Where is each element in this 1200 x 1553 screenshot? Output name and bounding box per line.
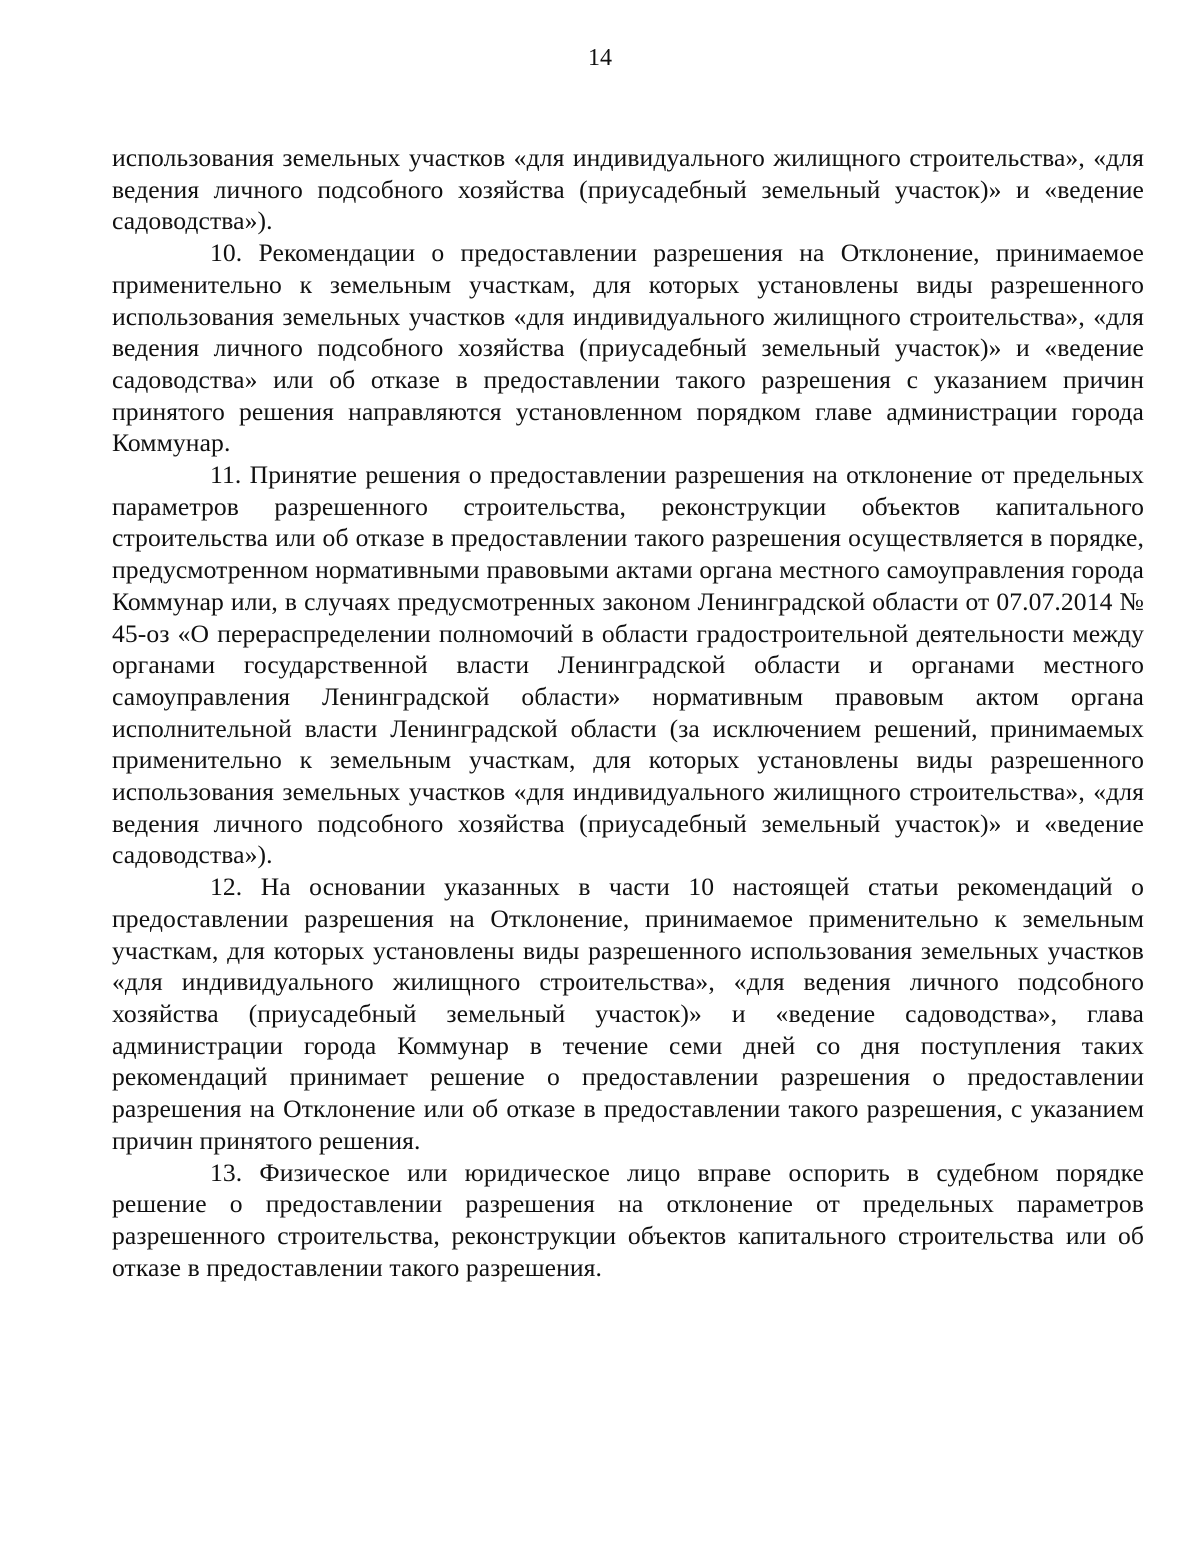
- paragraph-item-10: 10. Рекомендации о предоставлении разрешения на Отклонение, принимаемое применительно к земельным участкам, для которых установлены виды разрешенного использования земельных участков «для индивидуального жилищного строительства», «для ведения личного подсобного хозяйства (приусадебный земельный участок)» и «ведение садоводства» или об отказе в предоставлении такого разрешения с указанием причин принятого решения направляются установленном порядком главе администрации города Коммунар.: [112, 238, 1144, 458]
- paragraph-item-12: 12. На основании указанных в части 10 настоящей статьи рекомендаций о предоставлении разрешения на Отклонение, принимаемое применительно к земельным участкам, для которых установлены виды разрешенного использования земельных участков «для индивидуального жилищного строительства», «для ведения личного подсобного хозяйства (приусадебный земельный участок)» и «ведение садоводства», глава администрации города Коммунар в течение семи дней со дня поступления таких рекомендаций принимает решение о предоставлении разрешения о предоставлении разрешения на Отклонение или об отказе в предоставлении такого разрешения, с указанием причин принятого решения.: [112, 872, 1144, 1155]
- document-body: [112, 142, 1144, 1283]
- paragraph-item-13: 13. Физическое или юридическое лицо вправе оспорить в судебном порядке решение о предоставлении разрешения на отклонение от предельных параметров разрешенного строительства, реконструкции объектов капитального строительства или об отказе в предоставлении такого разрешения.: [112, 1157, 1144, 1282]
- paragraph-continuation: использования земельных участков «для индивидуального жилищного строительства», «для ведения личного подсобного хозяйства (приусадебный земельный участок)» и «ведение садоводства»).: [112, 143, 1144, 236]
- paragraph-item-11: 11. Принятие решения о предоставлении разрешения на отклонение от предельных параметров разрешенного строительства, реконструкции объектов капитального строительства или об отказе в предоставлении такого разрешения осуществляется в порядке, предусмотренном нормативными правовыми актами органа местного самоуправления города Коммунар или, в случаях предусмотренных законом Ленинградской области от 07.07.2014 № 45-оз «О перераспределении полномочий в области градостроительной деятельности между органами государственной власти Ленинградской области и органами местного самоуправления Ленинградской области» нормативным правовым актом органа исполнительной власти Ленинградской области (за исключением решений, принимаемых применительно к земельным участкам, для которых установлены виды разрешенного использования земельных участков «для индивидуального жилищного строительства», «для ведения личного подсобного хозяйства (приусадебный земельный участок)» и «ведение садоводства»).: [112, 460, 1144, 870]
- page-number: 14: [588, 45, 612, 71]
